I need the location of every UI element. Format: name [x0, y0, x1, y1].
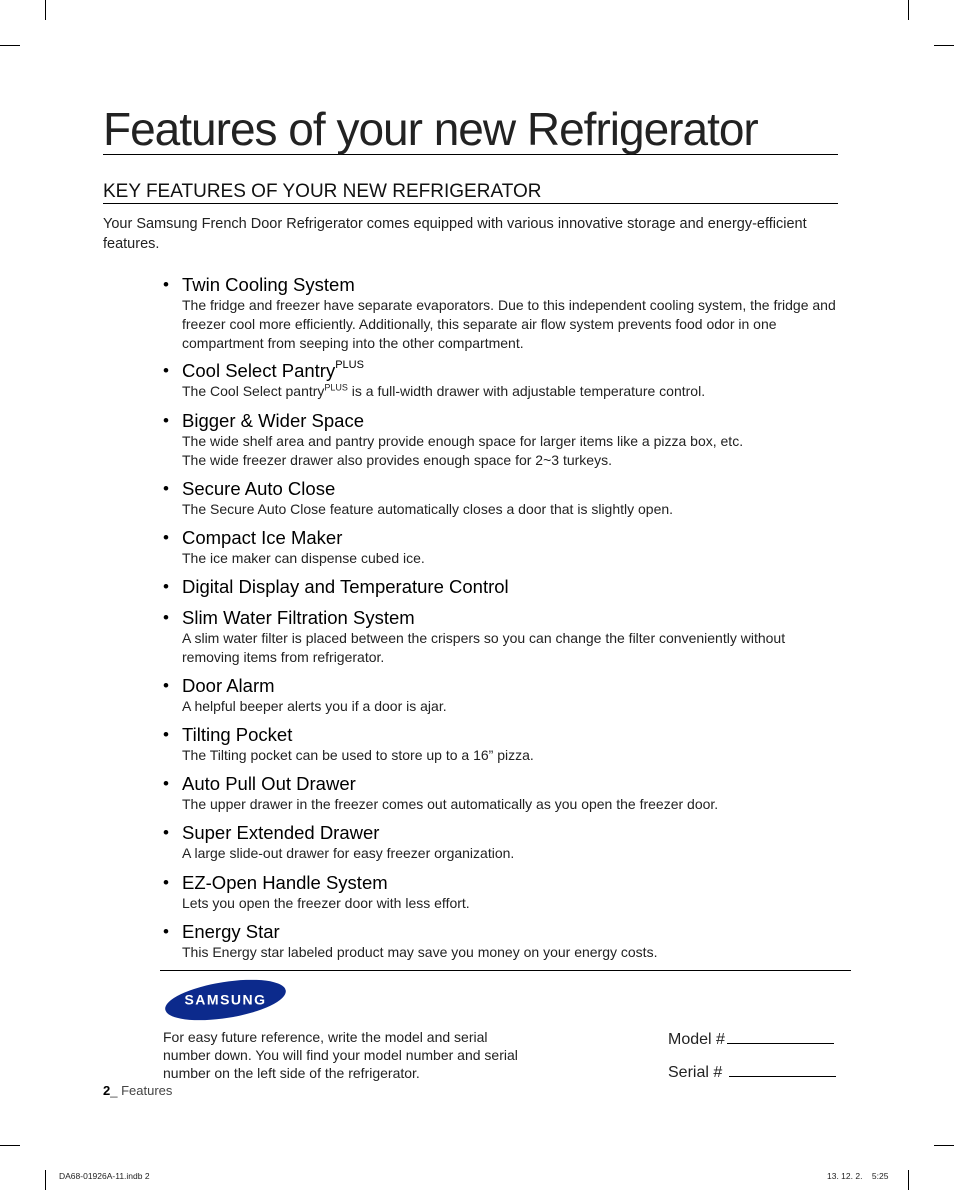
- divider: [160, 970, 851, 971]
- feature-description: A slim water filter is placed between the crispers so you can change the filter conveniently without removing items from refrigerator.: [182, 630, 786, 665]
- feature-description: The fridge and freezer have separate evaporators. Due to this independent cooling system, the fridge and freezer cool more efficiently. Additionally, this separate air flow system prevents food odor in one compartment from seeping into the other compartment.: [182, 297, 836, 351]
- feature-item: [163, 675, 843, 716]
- bullet: •: [163, 361, 169, 380]
- feature-description: The upper drawer in the freezer comes out automatically as you open the freezer door.: [182, 796, 719, 812]
- footer-file-info: DA68-01926A-11.indb 2: [59, 1171, 150, 1181]
- feature-name: [182, 360, 843, 382]
- crop-mark: [908, 1170, 909, 1190]
- feature-item: [163, 360, 843, 401]
- serial-number-field[interactable]: [729, 1062, 836, 1077]
- feature-item: [163, 607, 843, 667]
- crop-mark: [45, 1170, 46, 1190]
- feature-item: [163, 872, 843, 913]
- feature-description: A large slide-out drawer for easy freezer organization.: [182, 845, 515, 861]
- feature-name: Compact Ice Maker: [182, 527, 343, 548]
- bullet: •: [163, 676, 169, 695]
- crop-mark: [0, 1145, 20, 1146]
- bullet: •: [163, 275, 169, 294]
- page-number-label: _ Features: [110, 1083, 173, 1098]
- feature-item: [163, 410, 843, 470]
- bullet: •: [163, 922, 169, 941]
- feature-item: [163, 822, 843, 863]
- feature-description: The Secure Auto Close feature automatically closes a door that is slightly open.: [182, 501, 674, 517]
- feature-description: This Energy star labeled product may save you money on your energy costs.: [182, 944, 658, 960]
- feature-item: [163, 274, 843, 353]
- feature-name-superscript: PLUS: [335, 359, 364, 371]
- serial-number-row: [668, 1062, 836, 1082]
- model-label: Model #: [668, 1031, 725, 1048]
- serial-label: Serial #: [668, 1064, 723, 1081]
- feature-name: Auto Pull Out Drawer: [182, 773, 356, 794]
- crop-mark: [45, 0, 46, 20]
- bullet: •: [163, 608, 169, 627]
- feature-description-line: The wide shelf area and pantry provide enough space for larger items like a pizza box, etc.: [182, 433, 744, 449]
- feature-name: Twin Cooling System: [182, 274, 355, 295]
- feature-description-line: The wide freezer drawer also provides enough space for 2~3 turkeys.: [182, 452, 612, 468]
- feature-description: The ice maker can dispense cubed ice.: [182, 550, 425, 566]
- feature-name: Tilting Pocket: [182, 724, 293, 745]
- feature-name: Energy Star: [182, 921, 280, 942]
- reference-note: For easy future reference, write the model and serial number down. You will find your model number and serial number on the left side of the refrigerator.: [163, 1029, 518, 1081]
- crop-mark: [934, 45, 954, 46]
- feature-description: [182, 382, 843, 401]
- feature-description-superscript: PLUS: [324, 382, 348, 393]
- bullet: •: [163, 528, 169, 547]
- feature-description-text: is a full-width drawer with adjustable temperature control.: [347, 383, 706, 399]
- crop-mark: [908, 0, 909, 20]
- feature-item: [163, 527, 843, 568]
- bullet: •: [163, 725, 169, 744]
- feature-name-text: Cool Select Pantry: [182, 360, 336, 381]
- section-heading: KEY FEATURES OF YOUR NEW REFRIGERATOR: [103, 181, 838, 204]
- feature-name: Secure Auto Close: [182, 478, 336, 499]
- footer-timestamp: 13. 12. 2. 5:25: [827, 1171, 889, 1181]
- page-title: Features of your new Refrigerator: [103, 104, 838, 155]
- bullet: •: [163, 479, 169, 498]
- bullet: •: [163, 823, 169, 842]
- page-number-value: 2: [103, 1083, 111, 1098]
- feature-item: [163, 478, 843, 519]
- crop-mark: [0, 45, 20, 46]
- logo-text: SAMSUNG: [184, 991, 267, 1008]
- bullet: •: [163, 774, 169, 793]
- feature-item: [163, 724, 843, 765]
- feature-item: [163, 921, 843, 962]
- feature-description: A helpful beeper alerts you if a door is ajar.: [182, 698, 447, 714]
- bullet: •: [163, 411, 169, 430]
- feature-description: The Tilting pocket can be used to store up to a 16” pizza.: [182, 747, 534, 763]
- model-number-row: [668, 1029, 834, 1049]
- feature-name: Bigger & Wider Space: [182, 410, 365, 431]
- feature-name: Door Alarm: [182, 675, 275, 696]
- model-number-field[interactable]: [727, 1029, 834, 1044]
- crop-mark: [934, 1145, 954, 1146]
- feature-description-text: The Cool Select pantry: [182, 383, 325, 399]
- feature-name: EZ-Open Handle System: [182, 872, 388, 893]
- feature-name: Super Extended Drawer: [182, 822, 380, 843]
- samsung-logo: [163, 976, 288, 1024]
- feature-item: [163, 773, 843, 814]
- page-number: [103, 1083, 172, 1098]
- feature-description: [182, 432, 843, 470]
- intro-paragraph: Your Samsung French Door Refrigerator comes equipped with various innovative storage and energy-efficient features.: [103, 216, 807, 252]
- feature-item: [163, 576, 843, 598]
- bullet: •: [163, 873, 169, 892]
- feature-name: Slim Water Filtration System: [182, 607, 415, 628]
- bullet: •: [163, 577, 169, 596]
- feature-name: Digital Display and Temperature Control: [182, 576, 509, 597]
- feature-description: Lets you open the freezer door with less effort.: [182, 895, 470, 911]
